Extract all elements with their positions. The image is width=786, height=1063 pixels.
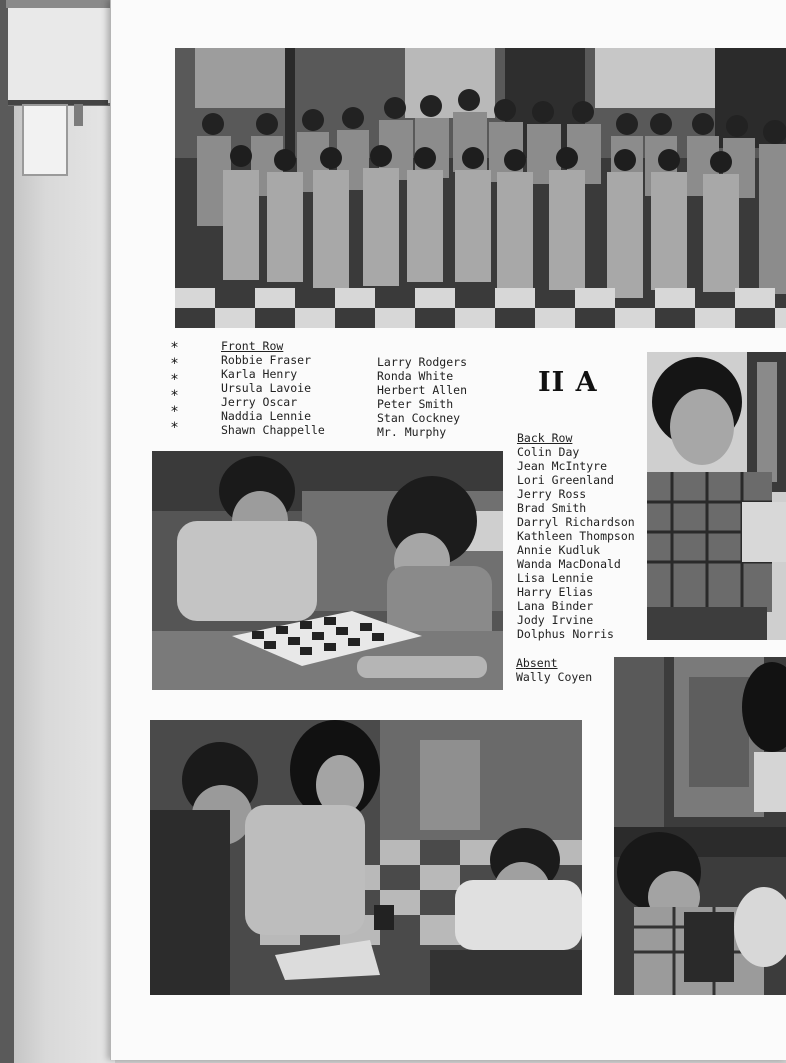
front-row-name: Stan Cockney — [377, 411, 461, 425]
classroom-candid-photo — [614, 657, 786, 995]
back-row-name: Lisa Lennie — [517, 571, 594, 585]
front-row-name: Shawn Chappelle — [221, 423, 325, 437]
back-row-name: Lana Binder — [517, 599, 594, 613]
scanner-lid — [8, 8, 112, 106]
front-row-name: Mr. Murphy — [377, 425, 447, 439]
scanner-bar — [6, 0, 110, 8]
front-row-name: Robbie Fraser — [221, 353, 312, 367]
boy-portrait-photo — [647, 352, 786, 640]
floor-activity-photo — [150, 720, 582, 995]
scanner-tab — [74, 104, 83, 126]
back-row-name: Harry Elias — [517, 585, 594, 599]
back-row-name: Annie Kudluk — [517, 543, 601, 557]
star-bullet: * — [171, 340, 178, 356]
front-row-name: Naddia Lennie — [221, 409, 312, 423]
absent-name: Wally Coyen — [516, 670, 593, 684]
back-row-name: Colin Day — [517, 445, 580, 459]
back-row-name: Kathleen Thompson — [517, 529, 635, 543]
scanner-block — [22, 104, 68, 176]
front-row-name: Ursula Lavoie — [221, 381, 312, 395]
back-row-name: Jody Irvine — [517, 613, 594, 627]
star-bullet: * — [171, 388, 178, 404]
front-row-name: Ronda White — [377, 369, 454, 383]
back-row-heading: Back Row — [517, 431, 573, 445]
back-row-name: Darryl Richardson — [517, 515, 635, 529]
class-group-photo — [175, 48, 786, 328]
front-row-name: Jerry Oscar — [221, 395, 298, 409]
back-row-name: Jean McIntyre — [517, 459, 608, 473]
front-row-name: Herbert Allen — [377, 383, 468, 397]
back-row-name: Brad Smith — [517, 501, 587, 515]
front-row-name: Karla Henry — [221, 367, 298, 381]
scanner-edge — [0, 0, 14, 1063]
back-row-name: Lori Greenland — [517, 473, 614, 487]
star-bullet: * — [171, 356, 178, 372]
front-row-name: Peter Smith — [377, 397, 454, 411]
back-row-name: Jerry Ross — [517, 487, 587, 501]
star-bullet: * — [171, 404, 178, 420]
class-title: II A — [538, 367, 598, 398]
back-row-name: Wanda MacDonald — [517, 557, 621, 571]
back-row-name: Dolphus Norris — [517, 627, 614, 641]
front-row-heading: Front Row — [221, 339, 284, 353]
star-bullet: * — [171, 372, 178, 388]
star-bullet: * — [171, 420, 178, 436]
front-row-name: Larry Rodgers — [377, 355, 468, 369]
absent-heading: Absent — [516, 656, 558, 670]
chess-game-photo — [152, 451, 503, 690]
